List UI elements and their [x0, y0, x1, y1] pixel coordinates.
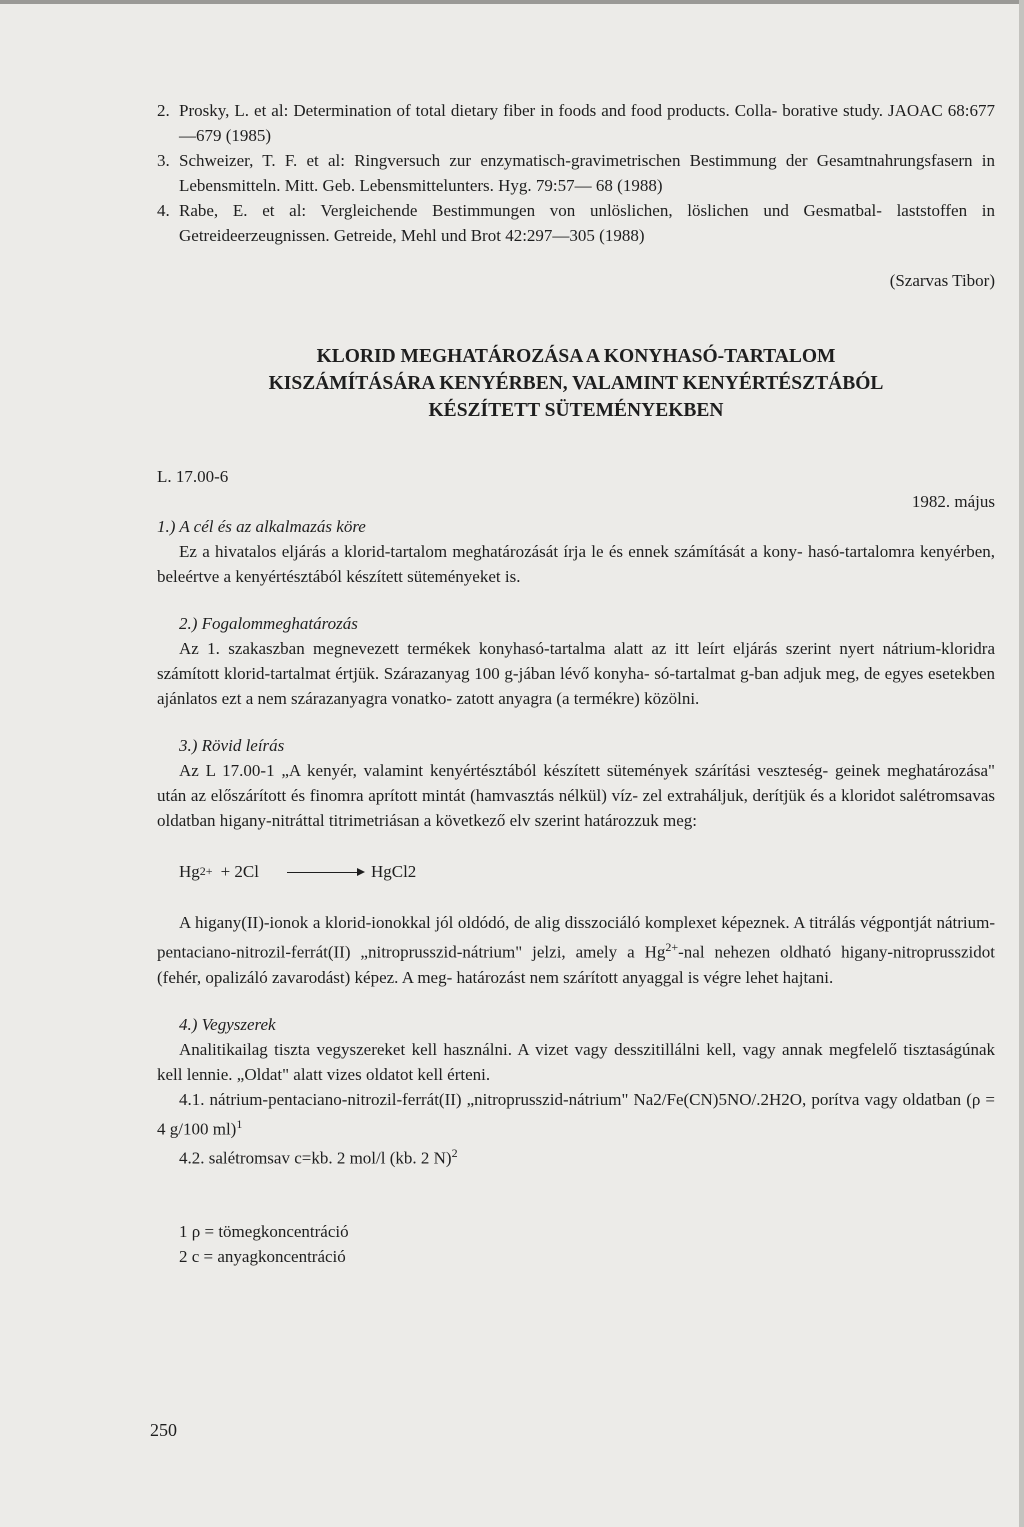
title-line-1: KLORID MEGHATÁROZÁSA A KONYHASÓ-TARTALOM	[316, 346, 836, 367]
reference-item	[157, 148, 995, 198]
reference-item	[157, 198, 995, 248]
formula-reactant-2: + 2Cl	[220, 862, 259, 881]
formula-product: HgCl2	[370, 862, 417, 881]
footnote-2: 2 c = anyagkoncentráció	[179, 1246, 346, 1266]
section-3-title: 3.) Rövid leírás	[179, 736, 285, 755]
ion-charge: 2+	[665, 940, 679, 954]
section-4-title: 4.) Vegyszerek	[179, 1014, 276, 1034]
reference-number: 3.	[157, 151, 170, 170]
reference-text: Schweizer, T. F. et al: Ringversuch zur enzymatisch-gravimetrischen Bestimmung der Gesamtnahrungsfasern in Lebensmitteln. Mitt. Geb. Lebensmittelunters. Hyg. 79:57— 68 (1988)	[179, 151, 995, 195]
section-3-text-2b: -nal nehezen oldható higany-nitroprusszidot (fehér, opalizáló zavarodást) képez. A meg- határozást nem szárított anyaggal is végre lehet hajtani.	[157, 942, 995, 987]
article-title	[157, 343, 995, 424]
page-number: 250	[150, 1420, 177, 1440]
formula-reactant: Hg	[179, 862, 200, 881]
reagent-4-2-text: 4.2. salétromsav c=kb. 2 mol/l (kb. 2 N)	[179, 1148, 452, 1168]
document-date: 1982. május	[911, 492, 995, 511]
top-border	[0, 0, 1024, 4]
previous-author: (Szarvas Tibor)	[889, 271, 995, 290]
reference-number: 2.	[157, 101, 170, 120]
reagent-4-1	[157, 1087, 995, 1142]
reaction-equation	[157, 859, 995, 884]
page-edge	[1019, 0, 1024, 1527]
section-1-title: 1.) A cél és az alkalmazás köre	[157, 517, 366, 536]
section-4-text: Analitikailag tiszta vegyszereket kell használni. A vizet vagy desszitillálni kell, vagy annak megfelelő tisztaságúnak kell lennie. „Oldat" alatt vizes oldatot kell érteni.	[157, 1039, 995, 1084]
title-line-2: KISZÁMÍTÁSÁRA KENYÉRBEN, VALAMINT KENYÉRTÉSZTÁBÓL	[268, 373, 884, 394]
section-2-title: 2.) Fogalommeghatározás	[179, 614, 358, 633]
reference-text: Prosky, L. et al: Determination of total dietary fiber in foods and food products. Colla- borative study. JAOAC 68:677—679 (1985)	[179, 101, 995, 145]
section-3-text-2a: A higany(II)-ionok a klorid-ionokkal jól oldódó, de alig disszociáló komplexet képeznek. A titrálás végpontját nátrium-pentaciano-nitrozil-ferrát(II) „nitroprusszid-nátrium" jelzi, amely a Hg	[157, 913, 995, 962]
title-line-3: KÉSZÍTETT SÜTEMÉNYEKBEN	[428, 400, 724, 421]
document-page	[157, 98, 995, 1269]
formula-charge: 2+	[199, 864, 213, 878]
reference-item	[157, 98, 995, 148]
section-2-text: Az 1. szakaszban megnevezett termékek konyhasó-tartalma alatt az itt leírt eljárás szerint nyert nátrium-kloridra számított klorid-tartalmat értjük. Szárazanyag 100 g-jában lévő konyha- só-tartalmat g-ban adjuk meg, de egyes esetekben ajánlatos ezt a nem szárazanyagra vonatko- zatott anyagra (a termékre) közölni.	[157, 639, 995, 708]
arrow-icon	[287, 872, 363, 873]
footnote-1: 1 ρ = tömegkoncentráció	[179, 1221, 349, 1241]
reference-text: Rabe, E. et al: Vergleichende Bestimmungen von unlöslichen, löslichen und Gesmatbal- laststoffen in Getreideerzeugnissen. Getreide, Mehl und Brot 42:297—305 (1988)	[179, 201, 995, 245]
section-1-text: Ez a hivatalos eljárás a klorid-tartalom meghatározását írja le és ennek számítását a kony- hasó-tartalomra kenyérben, beleértve a kenyértésztából készített süteményeket is.	[157, 542, 995, 586]
footnote-ref-2: 2	[451, 1146, 458, 1161]
reference-number: 4.	[157, 201, 170, 220]
reagent-4-2	[157, 1141, 995, 1171]
section-3-text: Az L 17.00-1 „A kenyér, valamint kenyértésztából készített sütemények szárítási veszteség- geinek meghatározása" után az előszárított és finomra aprított mintát (hamvasztás nélkül) víz- zel extraháljuk, derítjük és a kloridot salétromsavas oldatban higany-nitráttal titrimetriásan a következő elv szerint határozzuk meg:	[157, 761, 995, 830]
footnotes	[157, 1219, 995, 1269]
document-code: L. 17.00-6	[157, 467, 229, 486]
reagent-4-1-text: 4.1. nátrium-pentaciano-nitrozil-ferrát(II) „nitroprusszid-nátrium" Na2/Fe(CN)5NO/.2H2O, porítva vagy oldatban (ρ = 4 g/100 ml)	[157, 1089, 995, 1139]
section-3-text-2	[157, 910, 995, 990]
footnote-ref-1: 1	[236, 1116, 243, 1131]
